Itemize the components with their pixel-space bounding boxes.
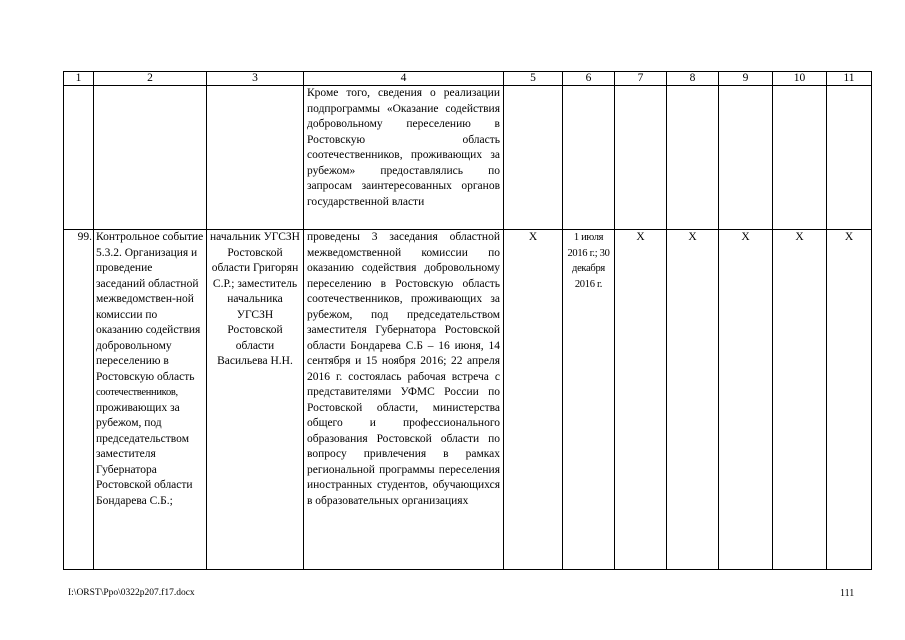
col-number: 11 [827, 72, 872, 86]
column-number-row [64, 72, 872, 86]
info-text-cell: Кроме того, сведения о реализации подпрограммы «Оказание содействия добровольному переселению в Ростовскую область соотечественников, проживающих за рубежом» предоставлялись по запросам заинтересованных органов государственной власти [304, 86, 504, 230]
file-path: I:\ORST\Ppo\0322p207.f17.docx [68, 588, 195, 598]
col-number: 3 [207, 72, 304, 86]
mark-cell: X [504, 230, 563, 570]
date-cell: 1 июля 2016 г.; 30 декабря 2016 г. [563, 230, 615, 570]
col-number: 6 [563, 72, 615, 86]
mark-cell: X [773, 230, 827, 570]
mark-cell: X [615, 230, 667, 570]
responsible-cell: начальник УГСЗН Ростовской области Григорян С.Р.; заместитель начальника УГСЗН Ростовской области Васильева Н.Н. [207, 230, 304, 570]
result-text-cell: проведены 3 заседания областной межведомственной комиссии по оказанию содействия добровольному переселению в Ростовскую область соотечественников, проживающих за рубежом, под председательством заместителя Губернатора Ростовской области Бондарева С.Б – 16 июня, 14 сентября и 15 ноября 2016; 22 апреля 2016 г. состоялась рабочая встреча с представителями УФМС России по Ростовской области, министерства общего и профессионального образования Ростовской области по вопросу привлечения в рамках региональной программы переселения иностранных студентов, обучающихся в образовательных организациях [304, 230, 504, 570]
col-number: 4 [304, 72, 504, 86]
col-number: 10 [773, 72, 827, 86]
col-number: 7 [615, 72, 667, 86]
table-row [64, 230, 872, 570]
mark-cell: X [719, 230, 773, 570]
mark-cell: X [667, 230, 719, 570]
page-number: 111 [840, 588, 855, 599]
col-number: 9 [719, 72, 773, 86]
row-number: 99. [64, 230, 94, 570]
col-number: 2 [94, 72, 207, 86]
col-number: 5 [504, 72, 563, 86]
event-description-cell: Контрольное событие 5.3.2. Организация и проведение заседаний областной межведомствен-ной комиссии по оказанию содействия добровольному переселению в Ростовскую область соотечественников, проживающих за рубежом, под председательством заместителя Губернатора Ростовской области Бондарева С.Б.; [94, 230, 207, 570]
table-row [64, 86, 872, 230]
col-number: 8 [667, 72, 719, 86]
col-number: 1 [64, 72, 94, 86]
report-table [63, 71, 872, 570]
mark-cell: X [827, 230, 872, 570]
